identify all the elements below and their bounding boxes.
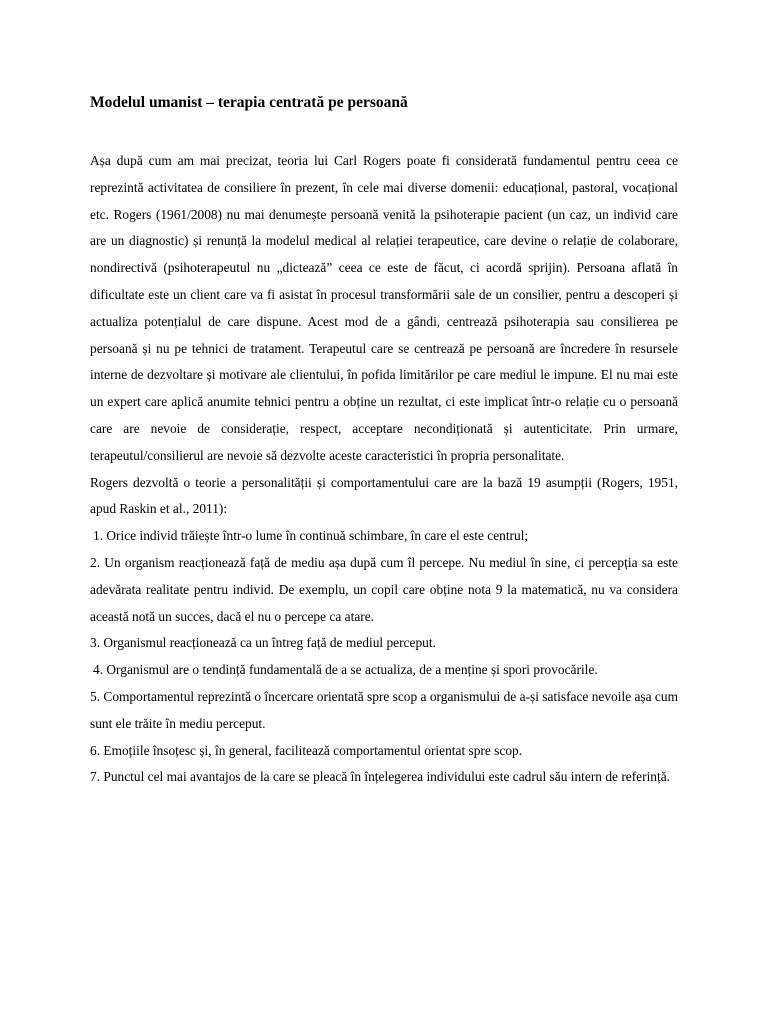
list-item-3: 3. Organismul reacționează ca un întreg față de mediul perceput. [90,635,436,651]
list-item-7: 7. Punctul cel mai avantajos de la care se pleacă în înțelegerea individului este cadrul său intern de referință. [90,769,671,785]
list-item-5: 5. Comportamentul reprezintă o încercare orientată spre scop a organismului de a-și satisface nevoile așa cum sunt ele trăite în mediu perceput. [90,688,678,731]
paragraph-assumptions-lead: Rogers dezvoltă o teorie a personalității și comportamentului care are la bază 19 asumpții (Rogers, 1951, apud Raskin et al., 2011): [90,474,678,517]
document-body [90,148,678,791]
list-item-6: 6. Emoțiile însoțesc și, în general, facilitează comportamentul orientat spre scop. [90,742,523,758]
paragraph-intro: Așa după cum am mai precizat, teoria lui Carl Rogers poate fi considerată fundamentul pentru ceea ce reprezintă activitatea de consiliere în prezent, în cele mai diverse domenii: educațional, pastoral, vocațional etc. Rogers (1961/2008) nu mai denumește persoană venită la psihoterapie pacient (un caz, un individ care are un diagnostic) și renunță la modelul medical al relației terapeutice, care devine o relație de colaborare, nondirectivă (psihoterapeutul nu „dictează” ceea ce este de făcut, ci acordă sprijin). Persoana aflată în dificultate este un client care va fi asistat în procesul transformării sale de un consilier, pentru a descoperi și actualiza potențialul de care dispune. Acest mod de a gândi, centrează psihoterapia sau consilierea pe persoană și nu pe tehnici de tratament. Terapeutul care se centrează pe persoană are încredere în resursele interne de dezvoltare și motivare ale clientului, în pofida limitărilor pe care mediul le impune. El nu mai este un expert care aplică anumite tehnici pentru a obține un rezultat, ci este implicat într-o relație cu o persoană care are nevoie de considerație, respect, acceptare necondiționată și autenticitate. Prin urmare, terapeutul/consilierul are nevoie să dezvolte aceste caracteristici în propria personalitate. [90,153,678,463]
document-title: Modelul umanist – terapia centrată pe persoană [90,94,408,111]
list-item-4: 4. Organismul are o tendință fundamentală de a se actualiza, de a menține și spori provocările. [93,662,598,678]
list-item-1: 1. Orice individ trăiește într-o lume în continuă schimbare, în care el este centrul; [93,528,529,544]
list-item-2: 2. Un organism reacționează față de mediu așa după cum îl percepe. Nu mediul în sine, ci percepția sa este adevărata realitate pentru individ. De exemplu, un copil care obține nota 9 la matematică, nu va considera această notă un succes, dacă el nu o percepe ca atare. [90,554,678,624]
